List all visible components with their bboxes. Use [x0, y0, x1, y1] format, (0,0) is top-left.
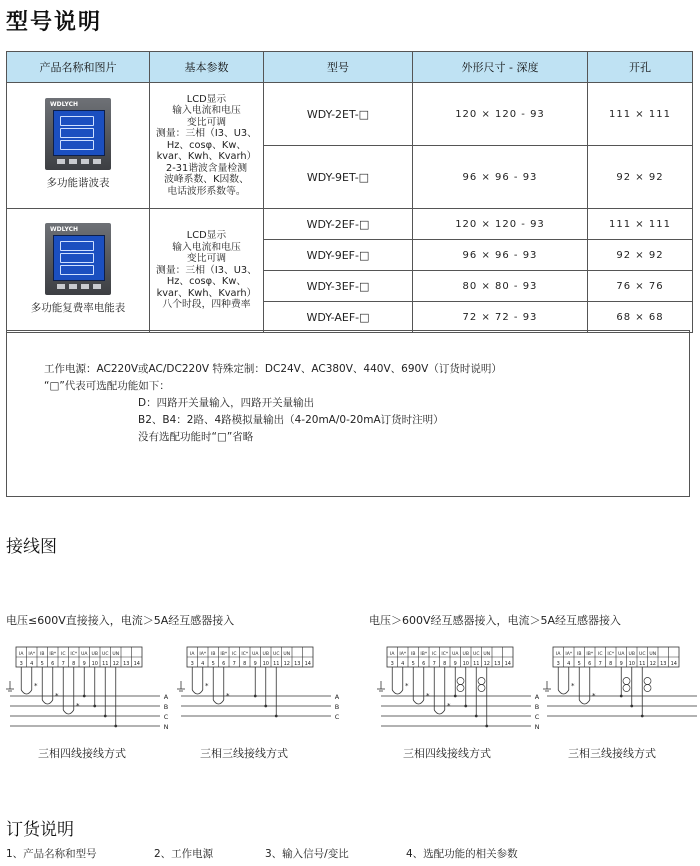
phase-label: A — [334, 693, 340, 701]
junction-dot — [641, 715, 644, 718]
wiring-caption-1: 三相四线接线方式 — [38, 747, 126, 760]
model-cell: WDY-9ET-□ — [264, 146, 413, 209]
terminal-label: UC — [273, 652, 280, 657]
model-cell: WDY-3EF-□ — [264, 271, 413, 302]
terminal-number: 5 — [40, 661, 44, 667]
junction-dot — [485, 725, 488, 728]
option-intro: “□”代表可选配功能如下： — [44, 380, 170, 392]
terminal-number: 3 — [190, 661, 194, 667]
terminal-label: UB — [91, 652, 98, 657]
terminal-label: UN — [283, 652, 291, 657]
terminal-label: IA — [19, 652, 24, 657]
terminal-label: UN — [112, 652, 120, 657]
polarity-mark: * — [592, 692, 596, 700]
params-cell: LCD显示 输入电流和电压 变比可调 测量：三相（I3、U3、 Hz、cosφ、Kw、 kvar、Kwh、Kvarh） 2-31谐波含量检测 波峰系数、K因数、 电话波形系数等。 — [150, 83, 264, 209]
product-name: 多功能复费率电能表 — [30, 302, 126, 314]
col-header-params: 基本参数 — [150, 52, 264, 83]
junction-dot — [264, 705, 267, 708]
order-item-2: 2、工作电源 — [154, 848, 214, 860]
phase-label: N — [163, 723, 169, 731]
junction-dot — [454, 695, 457, 698]
terminal-number: 3 — [19, 661, 23, 667]
col-header-dimensions: 外形尺寸 - 深度 — [413, 52, 588, 83]
terminal-label: IC — [61, 652, 66, 657]
section-title-order: 订货说明 — [6, 820, 74, 840]
terminal-label: UA — [252, 652, 259, 657]
polarity-mark: * — [426, 692, 430, 700]
ct-coil — [413, 700, 424, 704]
phase-label: C — [163, 713, 169, 721]
terminal-label: IA — [390, 652, 395, 657]
model-spec-table — [6, 51, 693, 333]
terminal-number: 8 — [243, 661, 247, 667]
wiring-caption-3: 三相四线接线方式 — [403, 747, 491, 760]
terminal-number: 11 — [102, 661, 109, 667]
terminal-label: UA — [618, 652, 625, 657]
meter-image — [45, 98, 111, 170]
pt-coil — [478, 678, 485, 685]
phase-label: C — [534, 713, 540, 721]
terminal-number: 9 — [253, 661, 257, 667]
terminal-label: UA — [452, 652, 459, 657]
terminal-number: 6 — [588, 661, 592, 667]
terminal-number: 9 — [453, 661, 457, 667]
phase-label: B — [534, 703, 540, 711]
cutout-cell: 92 × 92 — [588, 240, 693, 271]
terminal-label: IC — [598, 652, 603, 657]
terminal-number: 13 — [660, 661, 667, 667]
ct-coil — [579, 700, 590, 704]
terminal-number: 7 — [232, 661, 236, 667]
polarity-mark: * — [405, 682, 409, 690]
terminal-label: IC — [232, 652, 237, 657]
terminal-number: 4 — [401, 661, 405, 667]
pt-coil — [623, 685, 630, 692]
terminal-label: UB — [262, 652, 269, 657]
terminal-label: IC* — [70, 652, 78, 657]
wiring-caption-4: 三相三线接线方式 — [568, 747, 656, 760]
order-item-4: 4、选配功能的相关参数 — [406, 848, 518, 860]
model-cell: WDY-AEF-□ — [264, 302, 413, 333]
terminal-label: IA — [556, 652, 561, 657]
cutout-cell: 111 × 111 — [588, 83, 693, 146]
terminal-label: IA — [190, 652, 195, 657]
terminal-number: 12 — [483, 661, 490, 667]
wiring-caption-2: 三相三线接线方式 — [200, 747, 288, 760]
polarity-mark: * — [226, 692, 230, 700]
terminal-label: IC* — [441, 652, 449, 657]
terminal-label: UC — [102, 652, 109, 657]
terminal-number: 11 — [473, 661, 480, 667]
order-item-3: 3、输入信号/变比 — [265, 848, 349, 860]
wiring-diagrams — [0, 640, 700, 750]
terminal-number: 10 — [628, 661, 635, 667]
terminal-number: 6 — [422, 661, 426, 667]
cutout-cell: 111 × 111 — [588, 209, 693, 240]
ct-coil — [434, 710, 445, 714]
notes-box — [6, 330, 690, 497]
params-cell: LCD显示 输入电流和电压 变比可调 测量：三相（I3、U3、 Hz、cosφ、Kw、 kvar、Kwh、Kvarh） 八个时段，四种费率 — [150, 209, 264, 333]
phase-label: B — [334, 703, 340, 711]
terminal-label: IC* — [241, 652, 249, 657]
terminal-number: 3 — [556, 661, 560, 667]
section-title-model: 型号说明 — [6, 10, 103, 35]
terminal-label: IA* — [399, 652, 407, 657]
terminal-number: 10 — [91, 661, 98, 667]
terminal-number: 12 — [112, 661, 119, 667]
ct-coil — [213, 700, 224, 704]
model-cell: WDY-2ET-□ — [264, 83, 413, 146]
model-cell: WDY-2EF-□ — [264, 209, 413, 240]
dimension-cell: 120 × 120 - 93 — [413, 209, 588, 240]
terminal-label: UB — [462, 652, 469, 657]
terminal-number: 12 — [649, 661, 656, 667]
terminal-number: 14 — [304, 661, 311, 667]
ct-coil — [42, 700, 53, 704]
order-item-1: 1、产品名称和型号 — [6, 848, 97, 860]
dimension-cell: 96 × 96 - 93 — [413, 240, 588, 271]
terminal-number: 4 — [567, 661, 571, 667]
terminal-label: UN — [649, 652, 657, 657]
ct-coil — [392, 690, 403, 694]
terminal-number: 5 — [411, 661, 415, 667]
terminal-number: 12 — [283, 661, 290, 667]
terminal-label: IA* — [199, 652, 207, 657]
product-cell-multirate — [7, 209, 150, 333]
phase-label: N — [534, 723, 540, 731]
meter-brand: WDLYCH — [50, 226, 79, 233]
terminal-label: IB* — [220, 652, 228, 657]
terminal-label: IA* — [565, 652, 573, 657]
terminal-number: 5 — [577, 661, 581, 667]
phase-label: C — [334, 713, 340, 721]
terminal-number: 13 — [294, 661, 301, 667]
pt-coil — [457, 678, 464, 685]
ct-coil — [558, 690, 569, 694]
terminal-number: 7 — [432, 661, 436, 667]
junction-dot — [83, 695, 86, 698]
table-header-row — [7, 52, 693, 83]
dimension-cell: 80 × 80 - 93 — [413, 271, 588, 302]
product-name: 多功能谐波表 — [46, 177, 110, 189]
terminal-number: 8 — [443, 661, 447, 667]
wiring-left-heading: 电压≤600V直接接入，电流＞5A经互感器接入 — [6, 614, 235, 627]
dimension-cell: 96 × 96 - 93 — [413, 146, 588, 209]
terminal-label: IB* — [420, 652, 428, 657]
terminal-number: 13 — [494, 661, 501, 667]
cutout-cell: 76 × 76 — [588, 271, 693, 302]
terminal-number: 7 — [61, 661, 65, 667]
col-header-cutout: 开孔 — [588, 52, 693, 83]
terminal-number: 13 — [123, 661, 130, 667]
junction-dot — [254, 695, 257, 698]
terminal-number: 11 — [639, 661, 646, 667]
option-b: B2、B4：2路、4路模拟量输出（4-20mA/0-20mA订货时注明） — [138, 414, 444, 426]
table-row — [7, 209, 693, 240]
ct-coil — [21, 690, 32, 694]
section-title-wiring: 接线图 — [6, 537, 57, 557]
terminal-number: 11 — [273, 661, 280, 667]
junction-dot — [620, 695, 623, 698]
meter-brand: WDLYCH — [50, 101, 79, 108]
terminal-number: 9 — [619, 661, 623, 667]
pt-coil — [644, 685, 651, 692]
polarity-mark: * — [205, 682, 209, 690]
terminal-label: IC* — [607, 652, 615, 657]
wiring-right-heading: 电压＞600V经互感器接入，电流＞5A经互感器接入 — [369, 614, 622, 627]
terminal-label: UC — [473, 652, 480, 657]
power-note: 工作电源：AC220V或AC/DC220V 特殊定制：DC24V、AC380V、440V、690V（订货时说明） — [44, 363, 502, 375]
terminal-label: IA* — [28, 652, 36, 657]
terminal-label: UC — [639, 652, 646, 657]
terminal-number: 8 — [72, 661, 76, 667]
junction-dot — [464, 705, 467, 708]
polarity-mark: * — [34, 682, 38, 690]
terminal-number: 8 — [609, 661, 613, 667]
ct-coil — [63, 710, 74, 714]
col-header-product: 产品名称和图片 — [7, 52, 150, 83]
table-row — [7, 83, 693, 146]
junction-dot — [630, 705, 633, 708]
dimension-cell: 120 × 120 - 93 — [413, 83, 588, 146]
junction-dot — [275, 715, 278, 718]
pt-coil — [644, 678, 651, 685]
pt-coil — [623, 678, 630, 685]
model-cell: WDY-9EF-□ — [264, 240, 413, 271]
cutout-cell: 68 × 68 — [588, 302, 693, 333]
phase-label: B — [163, 703, 169, 711]
terminal-number: 14 — [133, 661, 140, 667]
product-cell-harmonic — [7, 83, 150, 209]
terminal-label: IB — [411, 652, 416, 657]
polarity-mark: * — [55, 692, 59, 700]
terminal-label: UN — [483, 652, 491, 657]
pt-coil — [478, 685, 485, 692]
terminal-number: 10 — [462, 661, 469, 667]
junction-dot — [104, 715, 107, 718]
terminal-number: 4 — [201, 661, 205, 667]
terminal-number: 3 — [390, 661, 394, 667]
junction-dot — [114, 725, 117, 728]
pt-coil — [457, 685, 464, 692]
phase-label: A — [534, 693, 540, 701]
meter-image — [45, 223, 111, 295]
terminal-number: 9 — [82, 661, 86, 667]
terminal-label: IB* — [49, 652, 57, 657]
cutout-cell: 92 × 92 — [588, 146, 693, 209]
terminal-label: IB — [577, 652, 582, 657]
terminal-number: 5 — [211, 661, 215, 667]
terminal-label: UA — [81, 652, 88, 657]
terminal-label: IC — [432, 652, 437, 657]
terminal-number: 14 — [504, 661, 511, 667]
option-none: 没有选配功能时“□”省略 — [138, 431, 254, 443]
phase-label: A — [163, 693, 169, 701]
terminal-label: IB* — [586, 652, 594, 657]
terminal-number: 6 — [222, 661, 226, 667]
polarity-mark: * — [76, 702, 80, 710]
option-d: D：四路开关量输入，四路开关量输出 — [138, 397, 315, 409]
terminal-number: 4 — [30, 661, 34, 667]
polarity-mark: * — [571, 682, 575, 690]
junction-dot — [475, 715, 478, 718]
terminal-number: 6 — [51, 661, 55, 667]
terminal-number: 7 — [598, 661, 602, 667]
terminal-label: UB — [628, 652, 635, 657]
polarity-mark: * — [447, 702, 451, 710]
junction-dot — [93, 705, 96, 708]
terminal-number: 14 — [670, 661, 677, 667]
dimension-cell: 72 × 72 - 93 — [413, 302, 588, 333]
col-header-model: 型号 — [264, 52, 413, 83]
terminal-label: IB — [211, 652, 216, 657]
ct-coil — [192, 690, 203, 694]
terminal-label: IB — [40, 652, 45, 657]
terminal-number: 10 — [262, 661, 269, 667]
